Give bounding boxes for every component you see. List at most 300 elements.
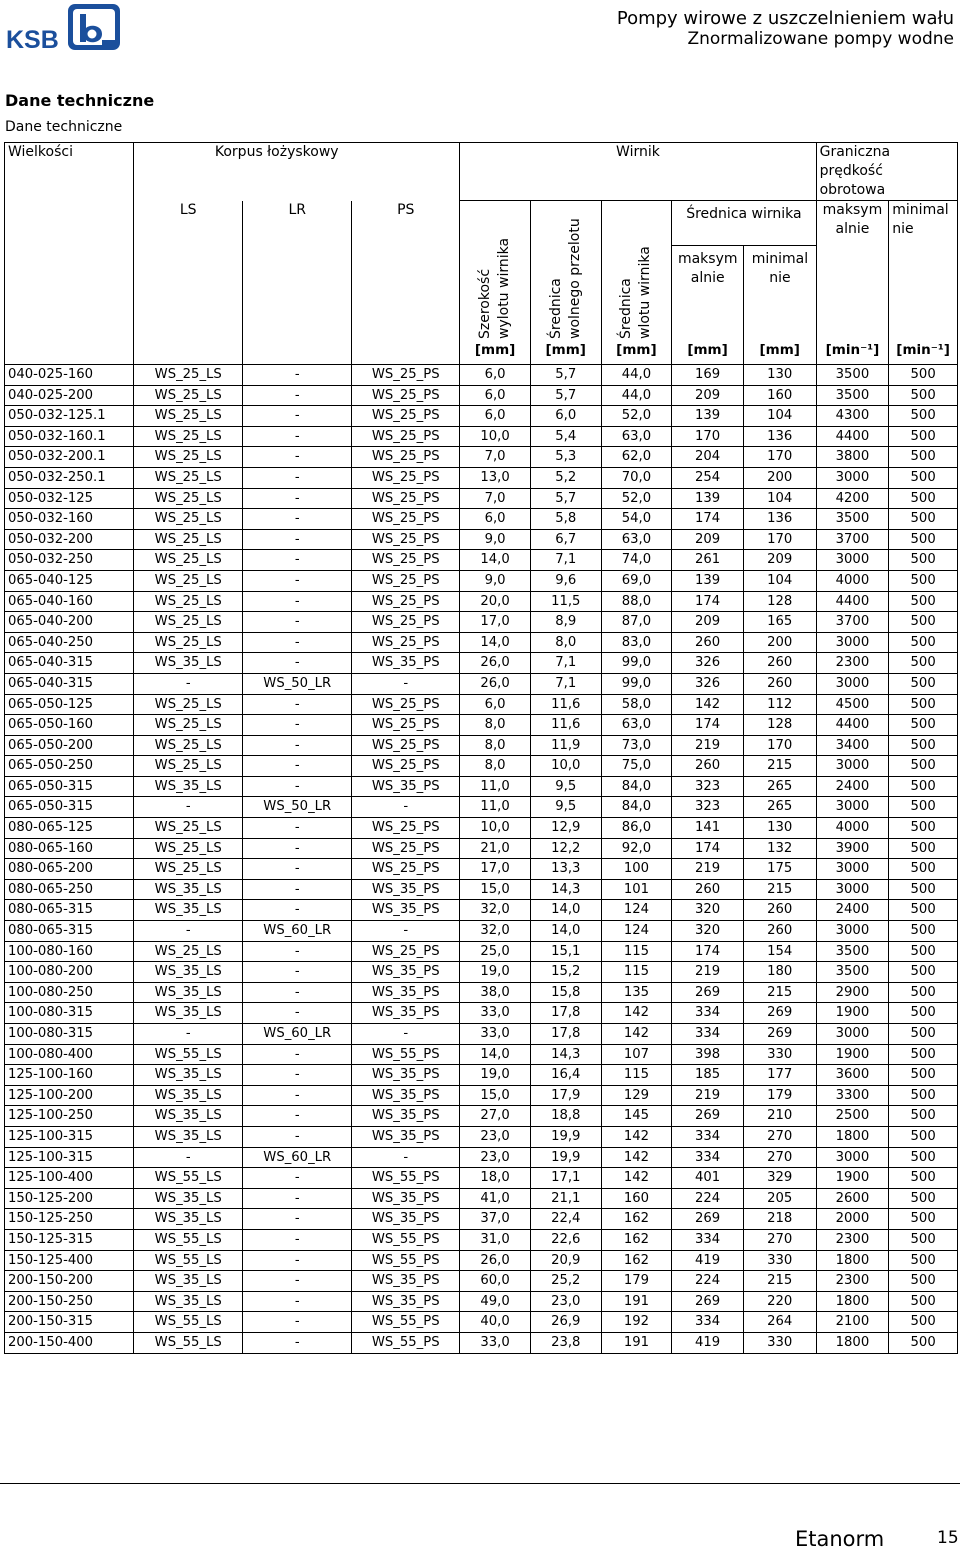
table-cell: - (243, 591, 352, 612)
table-cell: 2300 (816, 1229, 889, 1250)
table-cell: 040-025-200 (5, 385, 134, 406)
table-cell: 334 (672, 1024, 744, 1045)
table-cell: WS_50_LR (243, 797, 352, 818)
table-cell: 500 (889, 818, 958, 839)
table-cell: 500 (889, 838, 958, 859)
table-cell: 220 (743, 1291, 816, 1312)
table-cell: 500 (889, 797, 958, 818)
table-cell: WS_35_PS (352, 1271, 460, 1292)
table-cell: 84,0 (601, 797, 672, 818)
table-cell: 219 (672, 962, 744, 983)
table-cell: 23,8 (530, 1332, 601, 1353)
table-cell: 7,1 (530, 653, 601, 674)
table-cell: 3300 (816, 1085, 889, 1106)
table-cell: 065-050-125 (5, 694, 134, 715)
table-cell: 32,0 (460, 921, 531, 942)
table-cell: 269 (672, 1291, 744, 1312)
table-cell: 500 (889, 1209, 958, 1230)
table-cell: 25,0 (460, 941, 531, 962)
table-cell: - (243, 900, 352, 921)
table-cell: 33,0 (460, 1024, 531, 1045)
table-cell: 14,0 (530, 900, 601, 921)
table-cell: - (243, 426, 352, 447)
table-cell: - (243, 1250, 352, 1271)
table-cell: 200-150-250 (5, 1291, 134, 1312)
table-cell: 162 (601, 1209, 672, 1230)
table-cell: 15,0 (460, 1085, 531, 1106)
table-cell: 52,0 (601, 488, 672, 509)
table-cell: 14,0 (460, 550, 531, 571)
table-cell: 179 (601, 1271, 672, 1292)
table-row (5, 406, 958, 427)
table-cell: 44,0 (601, 365, 672, 386)
table-cell: 2300 (816, 1271, 889, 1292)
table-cell: - (243, 653, 352, 674)
footer-brand: Etanorm (795, 1527, 885, 1551)
table-cell: WS_35_LS (134, 1003, 243, 1024)
table-cell: 3000 (816, 467, 889, 488)
table-cell: 9,6 (530, 570, 601, 591)
table-cell: 11,0 (460, 797, 531, 818)
table-cell: 142 (601, 1003, 672, 1024)
table-cell: 270 (743, 1147, 816, 1168)
table-cell: 3000 (816, 756, 889, 777)
table-cell: 142 (672, 694, 744, 715)
table-cell: WS_35_PS (352, 1106, 460, 1127)
table-cell: 63,0 (601, 529, 672, 550)
table-cell: WS_25_PS (352, 715, 460, 736)
table-cell: 500 (889, 756, 958, 777)
header-lr: LR (243, 201, 352, 343)
table-row (5, 735, 958, 756)
table-cell: 192 (601, 1312, 672, 1333)
table-row (5, 365, 958, 386)
table-cell: 160 (601, 1188, 672, 1209)
table-cell: 500 (889, 921, 958, 942)
table-cell: 050-032-160 (5, 509, 134, 530)
table-cell: WS_25_LS (134, 447, 243, 468)
table-cell: 334 (672, 1126, 744, 1147)
table-cell: - (243, 776, 352, 797)
table-cell: 115 (601, 941, 672, 962)
table-cell: 210 (743, 1106, 816, 1127)
table-cell: - (243, 1188, 352, 1209)
header-title: Pompy wirowe z uszczelnieniem wału (616, 8, 954, 29)
table-cell: 185 (672, 1065, 744, 1086)
table-cell: 100 (601, 859, 672, 880)
table-cell: 9,5 (530, 797, 601, 818)
table-cell: 500 (889, 859, 958, 880)
table-cell: 87,0 (601, 612, 672, 633)
table-cell: 500 (889, 673, 958, 694)
table-cell: - (243, 570, 352, 591)
table-cell: WS_25_LS (134, 632, 243, 653)
table-cell: 269 (672, 982, 744, 1003)
table-row (5, 550, 958, 571)
table-cell: 139 (672, 488, 744, 509)
table-cell: 23,0 (460, 1147, 531, 1168)
table-cell: WS_25_PS (352, 426, 460, 447)
table-cell: 17,0 (460, 612, 531, 633)
table-cell: 4400 (816, 591, 889, 612)
table-cell: 065-040-315 (5, 673, 134, 694)
table-cell: 065-050-315 (5, 797, 134, 818)
table-cell: WS_25_LS (134, 694, 243, 715)
table-cell: 323 (672, 776, 744, 797)
table-cell: 124 (601, 921, 672, 942)
table-cell: 050-032-250.1 (5, 467, 134, 488)
table-cell: - (243, 879, 352, 900)
table-cell: WS_25_LS (134, 385, 243, 406)
header-free-passage: Średnica wolnego przelotu (547, 218, 583, 339)
table-cell: WS_55_LS (134, 1332, 243, 1353)
table-cell: 500 (889, 735, 958, 756)
table-cell: 11,9 (530, 735, 601, 756)
table-cell: 500 (889, 653, 958, 674)
table-cell: 320 (672, 921, 744, 942)
table-cell: - (243, 982, 352, 1003)
table-row (5, 879, 958, 900)
table-cell: 260 (672, 632, 744, 653)
table-cell: WS_35_LS (134, 1126, 243, 1147)
table-cell: 104 (743, 406, 816, 427)
table-cell: WS_25_PS (352, 550, 460, 571)
table-cell: WS_25_PS (352, 818, 460, 839)
table-cell: - (243, 1126, 352, 1147)
table-row (5, 591, 958, 612)
table-cell: 63,0 (601, 715, 672, 736)
table-cell: 3800 (816, 447, 889, 468)
table-cell: 11,0 (460, 776, 531, 797)
table-cell: 15,2 (530, 962, 601, 983)
table-cell: 49,0 (460, 1291, 531, 1312)
table-cell: WS_55_PS (352, 1312, 460, 1333)
table-cell: 065-040-250 (5, 632, 134, 653)
table-cell: WS_55_LS (134, 1168, 243, 1189)
table-cell: 4400 (816, 715, 889, 736)
document-header (617, 8, 954, 50)
table-cell: 050-032-200.1 (5, 447, 134, 468)
table-cell: 050-032-250 (5, 550, 134, 571)
table-cell: 139 (672, 406, 744, 427)
table-cell: WS_25_LS (134, 488, 243, 509)
table-row (5, 715, 958, 736)
table-row (5, 921, 958, 942)
table-cell: 205 (743, 1188, 816, 1209)
table-cell: 3000 (816, 673, 889, 694)
table-cell: 6,0 (460, 694, 531, 715)
table-cell: 218 (743, 1209, 816, 1230)
table-cell: WS_35_LS (134, 776, 243, 797)
table-cell: WS_55_LS (134, 1229, 243, 1250)
table-cell: WS_25_LS (134, 859, 243, 880)
header-bearing-housing: Korpus łożyskowy (134, 143, 460, 201)
table-cell: 15,8 (530, 982, 601, 1003)
table-cell: WS_25_PS (352, 385, 460, 406)
table-cell: 209 (672, 529, 744, 550)
table-cell: 209 (743, 550, 816, 571)
table-cell: 209 (672, 385, 744, 406)
table-cell: 191 (601, 1291, 672, 1312)
table-cell: 260 (672, 756, 744, 777)
table-cell: - (243, 1209, 352, 1230)
table-cell: 500 (889, 591, 958, 612)
table-cell: 14,0 (530, 921, 601, 942)
table-cell: 500 (889, 509, 958, 530)
table-cell: 60,0 (460, 1271, 531, 1292)
table-cell: 204 (672, 447, 744, 468)
table-row (5, 467, 958, 488)
table-cell: - (243, 632, 352, 653)
table-cell: 065-040-315 (5, 653, 134, 674)
logo-text: KSB (6, 26, 59, 54)
table-cell: 219 (672, 735, 744, 756)
table-cell: 065-050-200 (5, 735, 134, 756)
unit-cell: [mm] (530, 342, 601, 365)
table-cell: 115 (601, 1065, 672, 1086)
table-cell: 334 (672, 1229, 744, 1250)
table-cell: 6,0 (460, 365, 531, 386)
table-cell: 40,0 (460, 1312, 531, 1333)
page-number: 15 (937, 1528, 959, 1548)
table-cell: 17,1 (530, 1168, 601, 1189)
table-cell: 38,0 (460, 982, 531, 1003)
table-cell: - (352, 1024, 460, 1045)
table-cell: 1900 (816, 1003, 889, 1024)
table-cell: 224 (672, 1271, 744, 1292)
table-cell: 500 (889, 879, 958, 900)
table-row (5, 1250, 958, 1271)
table-cell: 260 (743, 900, 816, 921)
table-cell: 174 (672, 838, 744, 859)
table-cell: 7,1 (530, 673, 601, 694)
table-row (5, 838, 958, 859)
table-cell: 18,8 (530, 1106, 601, 1127)
table-cell: 139 (672, 570, 744, 591)
table-cell: 169 (672, 365, 744, 386)
table-cell: 128 (743, 715, 816, 736)
ksb-logo (6, 0, 122, 56)
table-cell: 200-150-315 (5, 1312, 134, 1333)
table-cell: 500 (889, 365, 958, 386)
table-cell: WS_25_PS (352, 509, 460, 530)
table-cell: 500 (889, 1044, 958, 1065)
table-cell: WS_35_PS (352, 1188, 460, 1209)
table-cell: 23,0 (530, 1291, 601, 1312)
table-cell: 17,9 (530, 1085, 601, 1106)
table-cell: WS_25_LS (134, 570, 243, 591)
table-cell: WS_25_PS (352, 838, 460, 859)
table-cell: - (243, 1271, 352, 1292)
table-row (5, 818, 958, 839)
table-cell: 100-080-200 (5, 962, 134, 983)
table-cell: 141 (672, 818, 744, 839)
table-cell: 500 (889, 1188, 958, 1209)
table-row (5, 1332, 958, 1353)
table-cell: WS_25_LS (134, 467, 243, 488)
table-row (5, 653, 958, 674)
table-cell: 500 (889, 1271, 958, 1292)
table-cell: 5,4 (530, 426, 601, 447)
table-cell: WS_25_LS (134, 838, 243, 859)
table-row (5, 1044, 958, 1065)
table-cell: 500 (889, 1106, 958, 1127)
table-cell: 3500 (816, 962, 889, 983)
table-cell: 2400 (816, 900, 889, 921)
table-cell: 330 (743, 1332, 816, 1353)
table-cell: 326 (672, 653, 744, 674)
footer-divider (0, 1483, 960, 1484)
table-cell: 065-040-200 (5, 612, 134, 633)
table-cell: 200 (743, 467, 816, 488)
table-cell: 065-050-250 (5, 756, 134, 777)
table-cell: 264 (743, 1312, 816, 1333)
table-cell: WS_25_LS (134, 550, 243, 571)
table-cell: WS_25_LS (134, 591, 243, 612)
table-cell: 150-125-200 (5, 1188, 134, 1209)
table-cell: 334 (672, 1147, 744, 1168)
table-cell: 200 (743, 632, 816, 653)
table-cell: WS_60_LR (243, 1147, 352, 1168)
table-cell: 334 (672, 1003, 744, 1024)
table-cell: 136 (743, 509, 816, 530)
table-cell: 3500 (816, 941, 889, 962)
table-cell: 3700 (816, 612, 889, 633)
table-row (5, 488, 958, 509)
table-row (5, 570, 958, 591)
table-cell: 215 (743, 982, 816, 1003)
table-cell: 4000 (816, 818, 889, 839)
table-cell: 2300 (816, 653, 889, 674)
table-cell: - (243, 447, 352, 468)
table-cell: - (243, 1085, 352, 1106)
table-cell: 150-125-400 (5, 1250, 134, 1271)
table-cell: WS_25_PS (352, 467, 460, 488)
table-cell: 050-032-125.1 (5, 406, 134, 427)
table-row (5, 509, 958, 530)
table-cell: 3900 (816, 838, 889, 859)
table-cell: - (243, 735, 352, 756)
table-cell: WS_35_LS (134, 1065, 243, 1086)
table-cell: 500 (889, 385, 958, 406)
table-cell: 500 (889, 1147, 958, 1168)
table-cell: 100-080-315 (5, 1003, 134, 1024)
table-cell: 8,0 (460, 715, 531, 736)
table-cell: 500 (889, 1168, 958, 1189)
table-cell: 21,0 (460, 838, 531, 859)
table-cell: 33,0 (460, 1003, 531, 1024)
table-cell: 320 (672, 900, 744, 921)
unit-cell: [min⁻¹] (816, 342, 889, 365)
table-cell: WS_25_PS (352, 570, 460, 591)
table-cell: 9,0 (460, 529, 531, 550)
table-cell: 080-065-200 (5, 859, 134, 880)
table-cell: 334 (672, 1312, 744, 1333)
table-cell: 500 (889, 776, 958, 797)
table-cell: WS_35_PS (352, 653, 460, 674)
table-cell: 500 (889, 1024, 958, 1045)
table-cell: 6,0 (460, 385, 531, 406)
table-cell: 500 (889, 550, 958, 571)
table-cell: 500 (889, 900, 958, 921)
table-cell: - (243, 1312, 352, 1333)
table-cell: 261 (672, 550, 744, 571)
table-cell: WS_55_PS (352, 1250, 460, 1271)
table-cell: WS_25_LS (134, 735, 243, 756)
table-cell: 6,0 (460, 509, 531, 530)
table-cell: 37,0 (460, 1209, 531, 1230)
table-cell: WS_35_PS (352, 1085, 460, 1106)
table-cell: 125-100-200 (5, 1085, 134, 1106)
table-cell: 86,0 (601, 818, 672, 839)
header-speed-max: maksym alnie (816, 201, 889, 343)
table-cell: 11,6 (530, 694, 601, 715)
header-speed-limit: Graniczna prędkość obrotowa (816, 143, 957, 201)
table-cell: 22,6 (530, 1229, 601, 1250)
table-cell: 040-025-160 (5, 365, 134, 386)
table-cell: 107 (601, 1044, 672, 1065)
table-cell: - (243, 1332, 352, 1353)
unit-cell: [mm] (601, 342, 672, 365)
table-cell: 3000 (816, 550, 889, 571)
table-cell: 125-100-400 (5, 1168, 134, 1189)
unit-cell: [mm] (460, 342, 531, 365)
table-cell: 99,0 (601, 673, 672, 694)
table-cell: WS_55_LS (134, 1044, 243, 1065)
table-cell: 2000 (816, 1209, 889, 1230)
table-cell: 177 (743, 1065, 816, 1086)
table-cell: 260 (672, 879, 744, 900)
table-cell: WS_25_PS (352, 365, 460, 386)
table-row (5, 1271, 958, 1292)
table-cell: 500 (889, 941, 958, 962)
table-cell: 065-050-315 (5, 776, 134, 797)
table-cell: WS_55_LS (134, 1250, 243, 1271)
table-cell: 162 (601, 1250, 672, 1271)
table-cell: 170 (743, 529, 816, 550)
table-cell: 7,1 (530, 550, 601, 571)
table-cell: WS_25_PS (352, 488, 460, 509)
table-cell: 500 (889, 1065, 958, 1086)
table-row (5, 962, 958, 983)
table-cell: 70,0 (601, 467, 672, 488)
table-cell: 7,0 (460, 488, 531, 509)
table-cell: 500 (889, 426, 958, 447)
table-cell: 63,0 (601, 426, 672, 447)
table-cell: 19,9 (530, 1126, 601, 1147)
table-cell: 3400 (816, 735, 889, 756)
table-cell: 128 (743, 591, 816, 612)
table-cell: 150-125-250 (5, 1209, 134, 1230)
table-cell: 174 (672, 591, 744, 612)
table-row (5, 1312, 958, 1333)
table-cell: 69,0 (601, 570, 672, 591)
table-cell: WS_25_PS (352, 612, 460, 633)
table-cell: 500 (889, 467, 958, 488)
table-cell: 112 (743, 694, 816, 715)
table-cell: 10,0 (530, 756, 601, 777)
table-cell: 329 (743, 1168, 816, 1189)
table-cell: - (243, 838, 352, 859)
table-row (5, 1003, 958, 1024)
table-cell: 200-150-400 (5, 1332, 134, 1353)
table-cell: 27,0 (460, 1106, 531, 1127)
table-cell: 260 (743, 653, 816, 674)
table-cell: 215 (743, 1271, 816, 1292)
table-cell: 500 (889, 1229, 958, 1250)
table-cell: 52,0 (601, 406, 672, 427)
table-cell: WS_25_LS (134, 756, 243, 777)
